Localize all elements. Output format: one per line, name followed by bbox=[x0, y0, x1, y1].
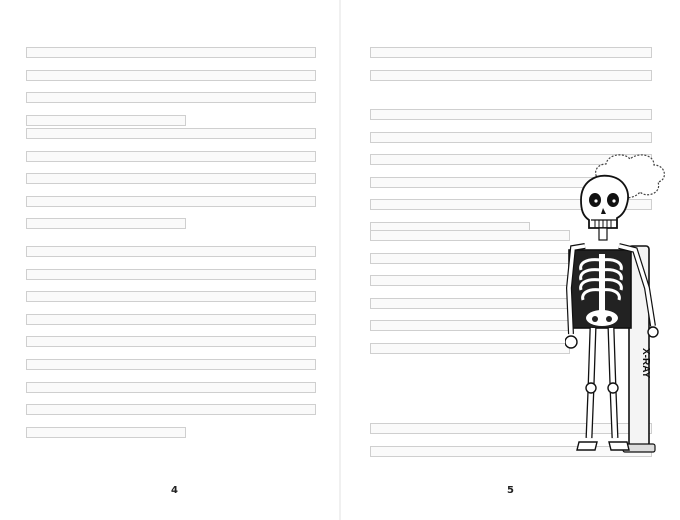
text-line bbox=[26, 151, 316, 162]
text-placeholder bbox=[26, 151, 316, 162]
text-placeholder bbox=[26, 427, 186, 438]
text-line bbox=[370, 109, 652, 120]
text-line bbox=[26, 92, 316, 103]
text-placeholder bbox=[370, 230, 570, 241]
leg-bones-icon bbox=[577, 328, 629, 450]
skull-icon bbox=[581, 176, 628, 228]
text-placeholder bbox=[370, 70, 652, 81]
text-placeholder bbox=[26, 382, 316, 393]
text-line bbox=[26, 218, 186, 229]
text-placeholder bbox=[370, 320, 570, 331]
right-page-paragraph-1 bbox=[370, 47, 652, 92]
left-page-paragraph-1 bbox=[26, 47, 316, 137]
text-line bbox=[370, 343, 570, 354]
text-placeholder bbox=[26, 359, 316, 370]
xray-machine-label: X-RAY bbox=[640, 348, 651, 379]
text-line bbox=[26, 269, 316, 280]
text-line bbox=[26, 336, 316, 347]
page-number-left: 4 bbox=[171, 485, 178, 496]
text-placeholder bbox=[370, 47, 652, 58]
text-line bbox=[370, 47, 652, 58]
text-placeholder bbox=[26, 246, 316, 257]
left-page-paragraph-2 bbox=[26, 128, 316, 241]
xray-skeleton-illustration bbox=[565, 138, 675, 468]
text-placeholder bbox=[26, 128, 316, 139]
text-placeholder bbox=[370, 298, 570, 309]
text-line bbox=[370, 298, 570, 309]
page-gutter bbox=[339, 0, 341, 520]
text-placeholder bbox=[370, 109, 652, 120]
text-line bbox=[370, 275, 570, 286]
text-line bbox=[26, 47, 316, 58]
text-placeholder bbox=[26, 196, 316, 207]
text-line bbox=[26, 404, 316, 415]
right-page-paragraph-3 bbox=[370, 230, 570, 366]
text-placeholder bbox=[26, 173, 316, 184]
text-line bbox=[26, 359, 316, 370]
text-line bbox=[26, 246, 316, 257]
text-placeholder bbox=[26, 336, 316, 347]
text-line bbox=[26, 196, 316, 207]
text-placeholder bbox=[370, 343, 570, 354]
text-placeholder bbox=[26, 70, 316, 81]
text-placeholder bbox=[26, 92, 316, 103]
text-line bbox=[26, 314, 316, 325]
text-placeholder bbox=[26, 404, 316, 415]
text-line bbox=[26, 173, 316, 184]
text-line bbox=[370, 70, 652, 81]
text-placeholder bbox=[26, 47, 316, 58]
text-line bbox=[26, 115, 186, 126]
text-placeholder bbox=[370, 253, 570, 264]
text-line bbox=[26, 128, 316, 139]
text-placeholder bbox=[26, 314, 316, 325]
text-line bbox=[370, 253, 570, 264]
text-line bbox=[26, 427, 186, 438]
text-placeholder bbox=[370, 275, 570, 286]
text-placeholder bbox=[26, 291, 316, 302]
text-line bbox=[26, 291, 316, 302]
text-line bbox=[26, 70, 316, 81]
text-line bbox=[26, 382, 316, 393]
text-placeholder bbox=[26, 269, 316, 280]
text-line bbox=[370, 320, 570, 331]
text-line bbox=[370, 230, 570, 241]
page-number-right: 5 bbox=[507, 485, 514, 496]
text-placeholder bbox=[26, 115, 186, 126]
text-placeholder bbox=[26, 218, 186, 229]
left-page-paragraph-3 bbox=[26, 246, 316, 449]
